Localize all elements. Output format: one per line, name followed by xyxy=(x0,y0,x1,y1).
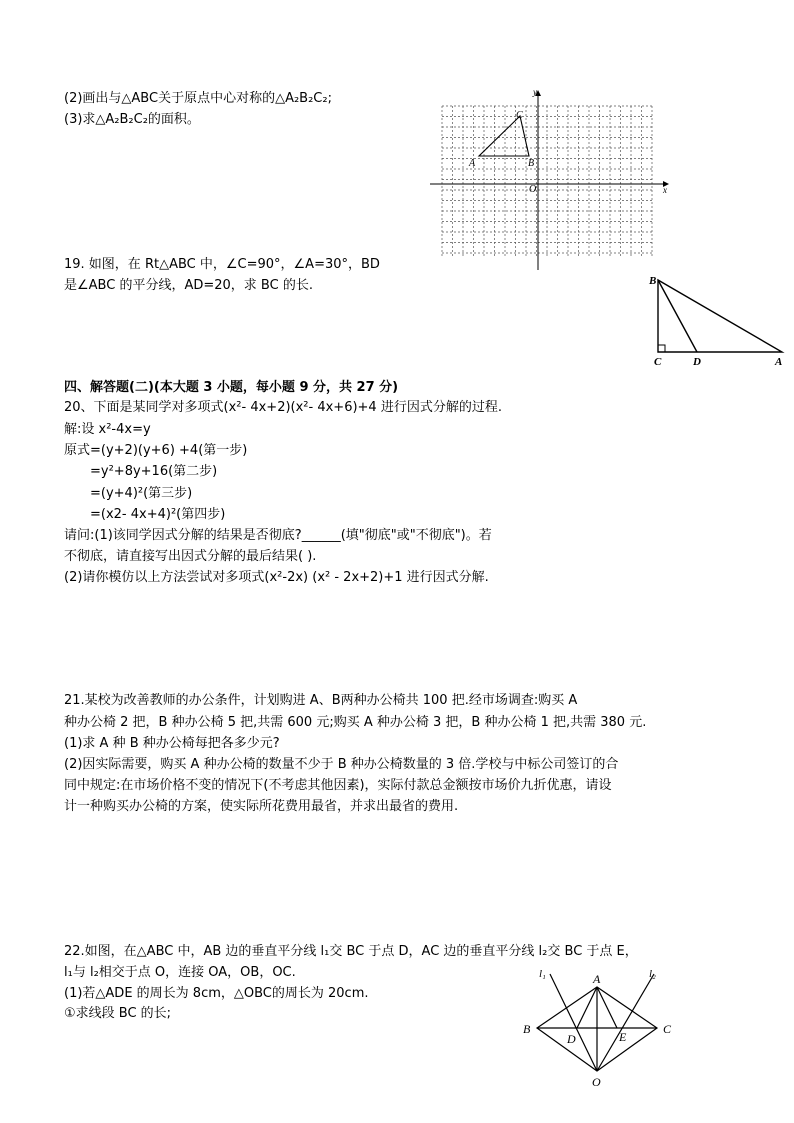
label-y-axis: y xyxy=(533,87,537,97)
q21-line5: 同中规定:在市场价格不变的情况下(不考虑其他因素)，实际付款总金额按市场价九折优惠，请设 xyxy=(64,778,612,793)
q21-line1: 21.某校为改善教师的办公条件，计划购进 A、B两种办公椅共 100 把.经市场调查:购买 A xyxy=(64,693,578,708)
triangle-abc xyxy=(479,116,529,156)
q19-line2: 是∠ABC 的平分线，AD=20，求 BC 的长. xyxy=(64,278,313,293)
section-heading: 四、解答题(二)(本大题 3 小题，每小题 9 分，共 27 分) xyxy=(64,380,399,395)
q18-part3: (3)求△A₂B₂C₂的面积。 xyxy=(64,112,200,127)
q21-line2: 种办公椅 2 把，B 种办公椅 5 把,共需 600 元;购买 A 种办公椅 3 把，B 种办公椅 1 把,共需 380 元. xyxy=(64,715,647,730)
line-l2 xyxy=(597,974,654,1071)
label-point-a: A xyxy=(469,158,476,169)
q20-line2: 解:设 x²-4x=y xyxy=(64,422,151,437)
coordinate-grid-figure xyxy=(425,88,675,273)
label-point-c: C xyxy=(516,110,523,121)
label-e: E xyxy=(619,1030,627,1044)
label-a: A xyxy=(775,356,783,368)
line-l1 xyxy=(550,974,597,1071)
grid-lines xyxy=(442,106,653,258)
label-d: D xyxy=(693,356,701,368)
q22-line2: l₁与 l₂相交于点 O，连接 OA，OB，OC. xyxy=(64,965,296,980)
q20-line8: 不彻底，请直接写出因式分解的最后结果( ). xyxy=(64,549,317,564)
label-a: A xyxy=(593,972,601,986)
q22-line4: ①求线段 BC 的长; xyxy=(64,1006,172,1021)
q19-line1: 19. 如图，在 Rt△ABC 中，∠C=90°，∠A=30°，BD xyxy=(64,257,380,272)
label-point-b: B xyxy=(528,158,535,169)
q20-line7: 请问:(1)该同学因式分解的结果是否彻底?______(填"彻底"或"不彻底")。若 xyxy=(64,528,492,543)
label-c: C xyxy=(654,356,662,368)
right-angle-mark xyxy=(658,345,665,352)
q20-line6: =(x2- 4x+4)²(第四步) xyxy=(90,507,226,522)
q20-line4: =y²+8y+16(第二步) xyxy=(90,464,218,479)
q20-line5: =(y+4)²(第三步) xyxy=(90,486,193,501)
label-b: B xyxy=(649,275,657,287)
label-d: D xyxy=(567,1032,576,1046)
q22-line3: (1)若△ADE 的周长为 8cm，△OBC的周长为 20cm. xyxy=(64,986,369,1001)
label-c: C xyxy=(663,1022,672,1036)
q21-line3: (1)求 A 种 B 种办公椅每把各多少元? xyxy=(64,736,280,751)
label-b: B xyxy=(523,1022,531,1036)
triangle-bca xyxy=(658,280,782,352)
q22-line1: 22.如图，在△ABC 中，AB 边的垂直平分线 l₁交 BC 于点 D，AC 边的垂直平分线 l₂交 BC 于点 E， xyxy=(64,944,638,959)
q21-line6: 计一种购买办公椅的方案，使实际所花费用最省，并求出最省的费用. xyxy=(64,799,459,814)
perpendicular-bisector-figure xyxy=(515,962,690,1092)
q20-line1: 20、下面是某同学对多项式(x²- 4x+2)(x²- 4x+6)+4 进行因式分解的过程. xyxy=(64,400,502,415)
q20-line9: (2)请你模仿以上方法尝试对多项式(x²-2x) (x² - 2x+2)+1 进行因式分解. xyxy=(64,570,489,585)
label-l1: l₁ xyxy=(539,968,546,980)
q18-part2: (2)画出与△ABC关于原点中心对称的△A₂B₂C₂; xyxy=(64,91,332,106)
label-origin: O xyxy=(529,184,537,195)
label-l2: l₂ xyxy=(649,968,656,980)
right-triangle-figure xyxy=(645,272,790,372)
q20-line3: 原式=(y+2)(y+6) +4(第一步) xyxy=(64,443,248,458)
label-o: O xyxy=(592,1075,601,1089)
q21-line4: (2)因实际需要，购买 A 种办公椅的数量不少于 B 种办公椅数量的 3 倍.学校与中标公司签订的合 xyxy=(64,757,619,772)
label-x-axis: x xyxy=(663,185,667,195)
